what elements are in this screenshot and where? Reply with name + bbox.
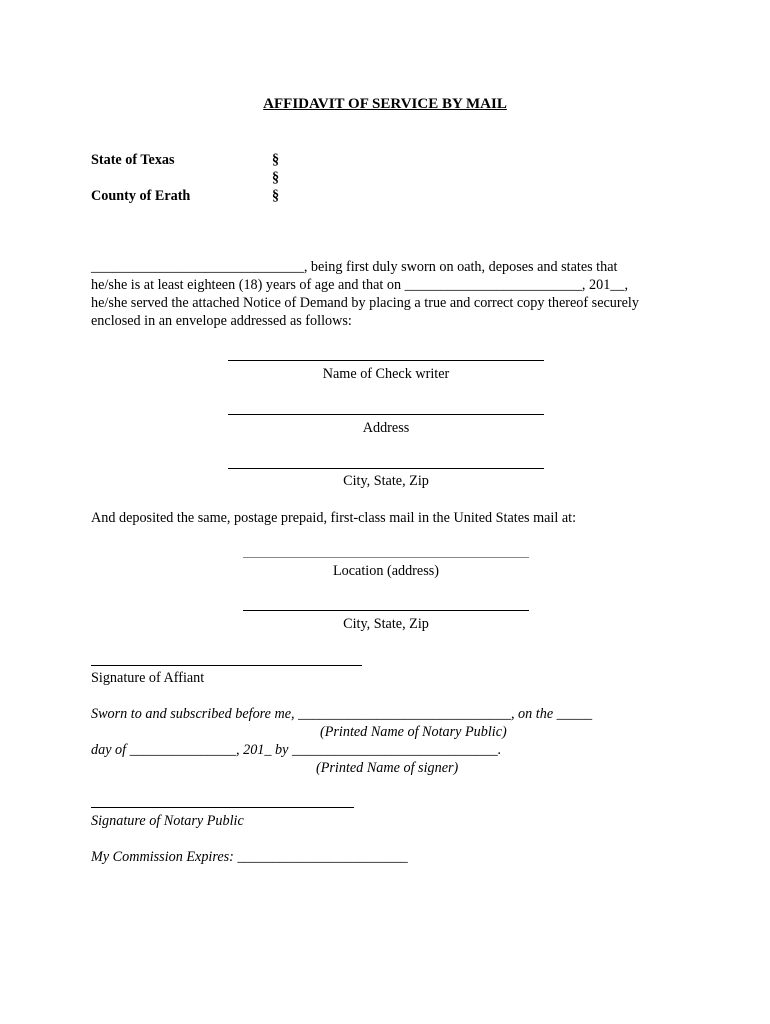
- notary-name-caption: (Printed Name of Notary Public): [320, 724, 507, 740]
- city-state-zip-caption: City, State, Zip: [343, 473, 429, 489]
- affiant-signature-caption: Signature of Affiant: [91, 670, 205, 686]
- location-caption: Location (address): [333, 563, 439, 579]
- sworn-line: Sworn to and subscribed before me, ______________________________, on the _____: [91, 706, 593, 722]
- commission-expires: My Commission Expires: ________________________: [91, 849, 408, 865]
- body-line: ______________________________, being first duly sworn on oath, deposes and states that: [91, 259, 618, 275]
- location-city-state-zip-caption: City, State, Zip: [343, 616, 429, 632]
- check-writer-name-line[interactable]: [228, 360, 544, 361]
- sworn-date-line: day of _______________, 201_ by _____________________________.: [91, 742, 502, 758]
- location-city-state-zip-line[interactable]: [243, 610, 529, 611]
- city-state-zip-line[interactable]: [228, 468, 544, 469]
- location-line[interactable]: [243, 557, 529, 558]
- check-writer-name-caption: Name of Check writer: [322, 366, 450, 382]
- body-line: enclosed in an envelope addressed as follows:: [91, 313, 352, 329]
- deposit-statement: And deposited the same, postage prepaid, first-class mail in the United States mail at:: [91, 510, 577, 526]
- body-line: he/she is at least eighteen (18) years of age and that on _________________________, 201__,: [91, 277, 629, 293]
- affiant-signature-line[interactable]: [91, 665, 362, 666]
- notary-signature-line[interactable]: [91, 807, 354, 808]
- section-symbol: §: [272, 152, 280, 168]
- section-symbol: §: [272, 188, 280, 204]
- section-symbol: §: [272, 170, 280, 186]
- document-title: AFFIDAVIT OF SERVICE BY MAIL: [263, 96, 507, 112]
- signer-name-caption: (Printed Name of signer): [316, 760, 459, 776]
- state-label: State of Texas: [91, 152, 175, 168]
- notary-signature-caption: Signature of Notary Public: [91, 813, 244, 829]
- address-line[interactable]: [228, 414, 544, 415]
- county-label: County of Erath: [91, 188, 191, 204]
- body-line: he/she served the attached Notice of Demand by placing a true and correct copy thereof securely: [91, 295, 639, 311]
- address-caption: Address: [362, 420, 410, 436]
